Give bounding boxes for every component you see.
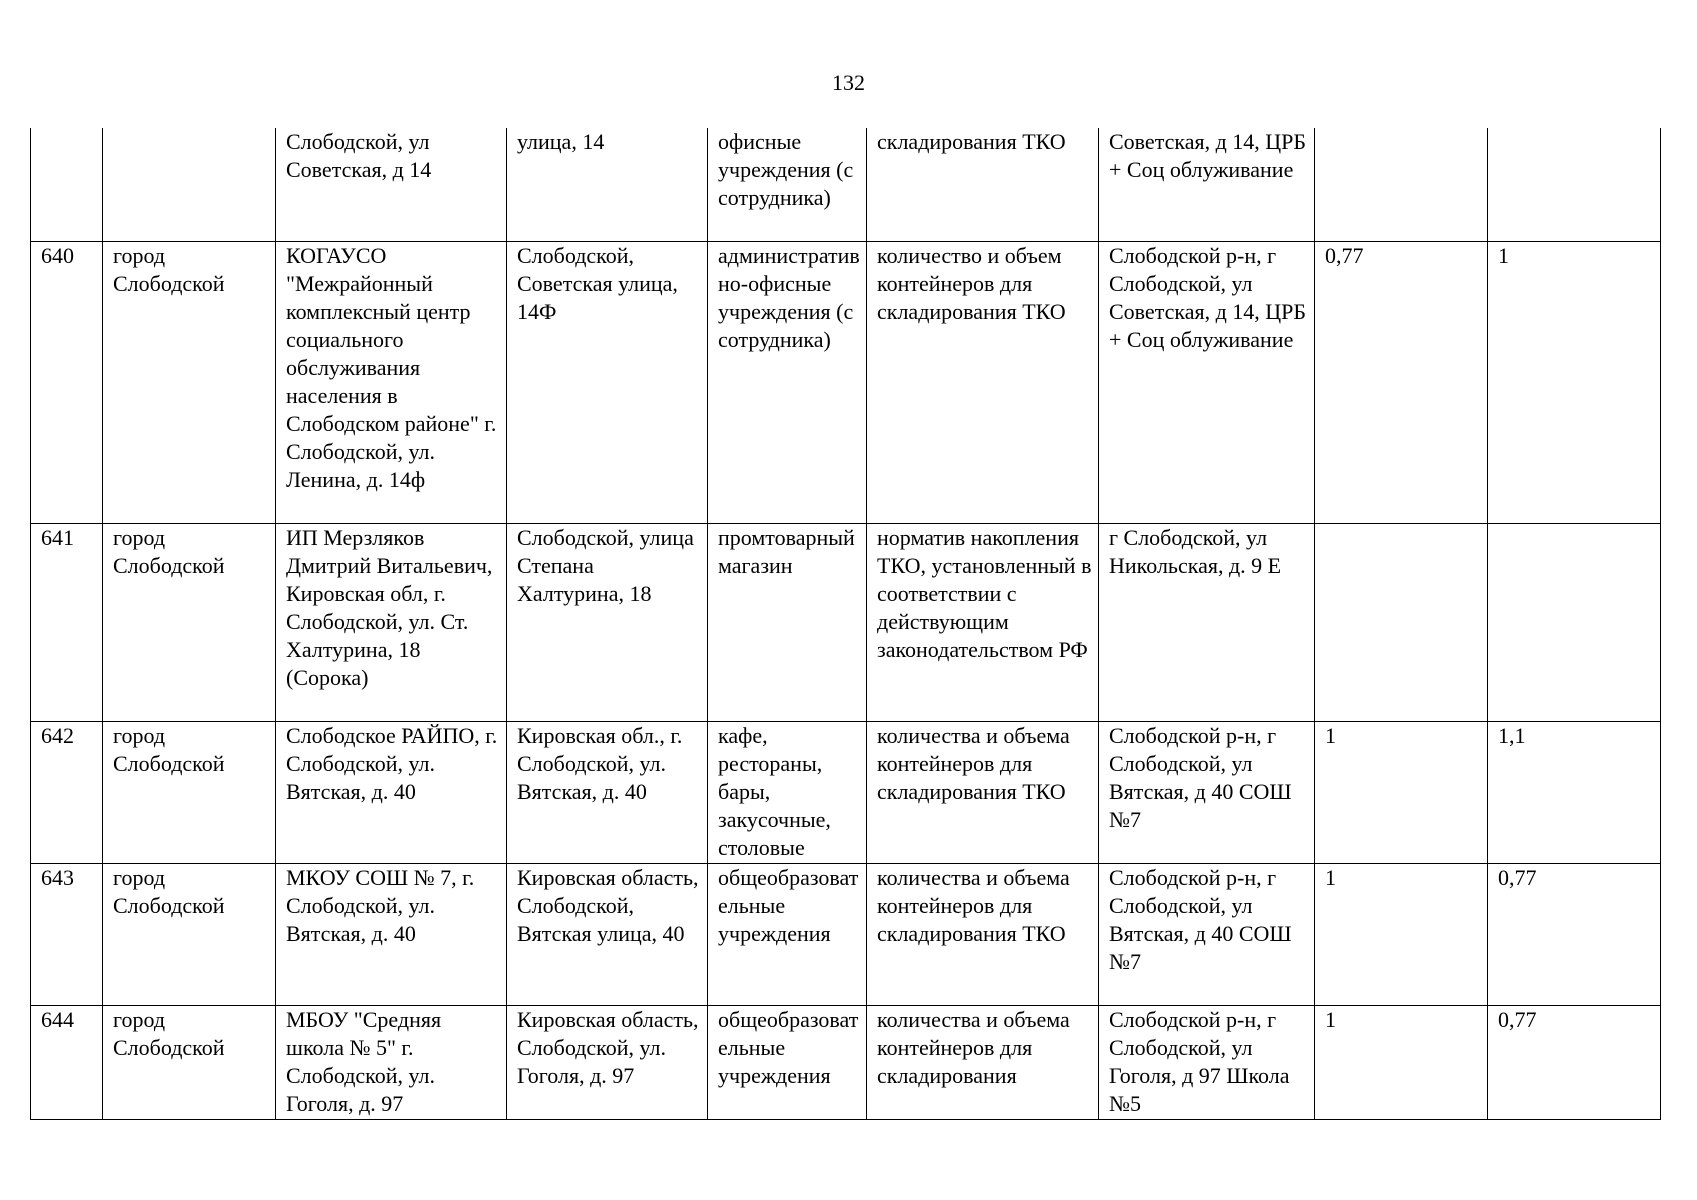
- page-number: 132: [832, 70, 865, 95]
- table-row: [31, 128, 1661, 241]
- cell-number: 644: [31, 1005, 103, 1119]
- cell-value-1: [1315, 128, 1488, 241]
- cell-settlement: город Слободской: [103, 523, 276, 721]
- cell-category: общеобразовательные учреждения: [708, 1005, 867, 1119]
- cell-organization: Слободское РАЙПО, г. Слободской, ул. Вятская, д. 40: [276, 721, 507, 863]
- cell-organization: ИП Мерзляков Дмитрий Витальевич, Кировская обл, г. Слободской, ул. Ст. Халтурина, 18 (Сорока): [276, 523, 507, 721]
- cell-method: складирования ТКО: [867, 128, 1099, 241]
- cell-value-2: 0,77: [1488, 863, 1661, 1005]
- cell-organization: МБОУ "Средняя школа № 5" г. Слободской, ул. Гоголя, д. 97: [276, 1005, 507, 1119]
- table-row: [31, 863, 1661, 1005]
- table-row: [31, 1005, 1661, 1119]
- cell-value-2: [1488, 523, 1661, 721]
- cell-method: количества и объема контейнеров для складирования ТКО: [867, 863, 1099, 1005]
- cell-category: промтоварный магазин: [708, 523, 867, 721]
- cell-number: [31, 128, 103, 241]
- cell-address: Кировская обл., г. Слободской, ул. Вятская, д. 40: [507, 721, 708, 863]
- cell-site: Слободской р-н, г Слободской, ул Вятская, д 40 СОШ №7: [1099, 721, 1315, 863]
- cell-number: 642: [31, 721, 103, 863]
- cell-organization: МКОУ СОШ № 7, г. Слободской, ул. Вятская, д. 40: [276, 863, 507, 1005]
- cell-settlement: [103, 128, 276, 241]
- cell-value-1: 1: [1315, 863, 1488, 1005]
- cell-method: норматив накопления ТКО, установленный в соответствии с действующим законодательством РФ: [867, 523, 1099, 721]
- cell-address: Слободской, улица Степана Халтурина, 18: [507, 523, 708, 721]
- cell-value-1: 1: [1315, 1005, 1488, 1119]
- cell-settlement: город Слободской: [103, 1005, 276, 1119]
- cell-site: Советская, д 14, ЦРБ + Соц облуживание: [1099, 128, 1315, 241]
- cell-category: кафе, рестораны, бары, закусочные, столовые: [708, 721, 867, 863]
- cell-value-2: 1: [1488, 241, 1661, 523]
- cell-value-2: [1488, 128, 1661, 241]
- cell-number: 643: [31, 863, 103, 1005]
- cell-method: количества и объема контейнеров для складирования: [867, 1005, 1099, 1119]
- cell-value-1: [1315, 523, 1488, 721]
- cell-number: 640: [31, 241, 103, 523]
- cell-category: офисные учреждения (с сотрудника): [708, 128, 867, 241]
- cell-settlement: город Слободской: [103, 721, 276, 863]
- cell-settlement: город Слободской: [103, 241, 276, 523]
- cell-value-2: 1,1: [1488, 721, 1661, 863]
- cell-category: административно-офисные учреждения (с сотрудника): [708, 241, 867, 523]
- table-row: [31, 523, 1661, 721]
- cell-address: улица, 14: [507, 128, 708, 241]
- table-row: [31, 721, 1661, 863]
- cell-address: Кировская область, Слободской, ул. Гоголя, д. 97: [507, 1005, 708, 1119]
- cell-address: Слободской, Советская улица, 14Ф: [507, 241, 708, 523]
- cell-organization: КОГАУСО "Межрайонный комплексный центр социального обслуживания населения в Слободском районе" г. Слободской, ул. Ленина, д. 14ф: [276, 241, 507, 523]
- cell-method: количества и объема контейнеров для складирования ТКО: [867, 721, 1099, 863]
- cell-site: Слободской р-н, г Слободской, ул Гоголя, д 97 Школа №5: [1099, 1005, 1315, 1119]
- cell-category: общеобразовательные учреждения: [708, 863, 867, 1005]
- cell-settlement: город Слободской: [103, 863, 276, 1005]
- register-table-body: [31, 128, 1661, 1119]
- cell-value-1: 0,77: [1315, 241, 1488, 523]
- cell-method: количество и объем контейнеров для складирования ТКО: [867, 241, 1099, 523]
- cell-value-2: 0,77: [1488, 1005, 1661, 1119]
- cell-value-1: 1: [1315, 721, 1488, 863]
- cell-number: 641: [31, 523, 103, 721]
- cell-organization: Слободской, ул Советская, д 14: [276, 128, 507, 241]
- cell-address: Кировская область, Слободской, Вятская улица, 40: [507, 863, 708, 1005]
- cell-site: г Слободской, ул Никольская, д. 9 Е: [1099, 523, 1315, 721]
- register-table: [30, 128, 1661, 1120]
- cell-site: Слободской р-н, г Слободской, ул Вятская, д 40 СОШ №7: [1099, 863, 1315, 1005]
- table-row: [31, 241, 1661, 523]
- cell-site: Слободской р-н, г Слободской, ул Советская, д 14, ЦРБ + Соц облуживание: [1099, 241, 1315, 523]
